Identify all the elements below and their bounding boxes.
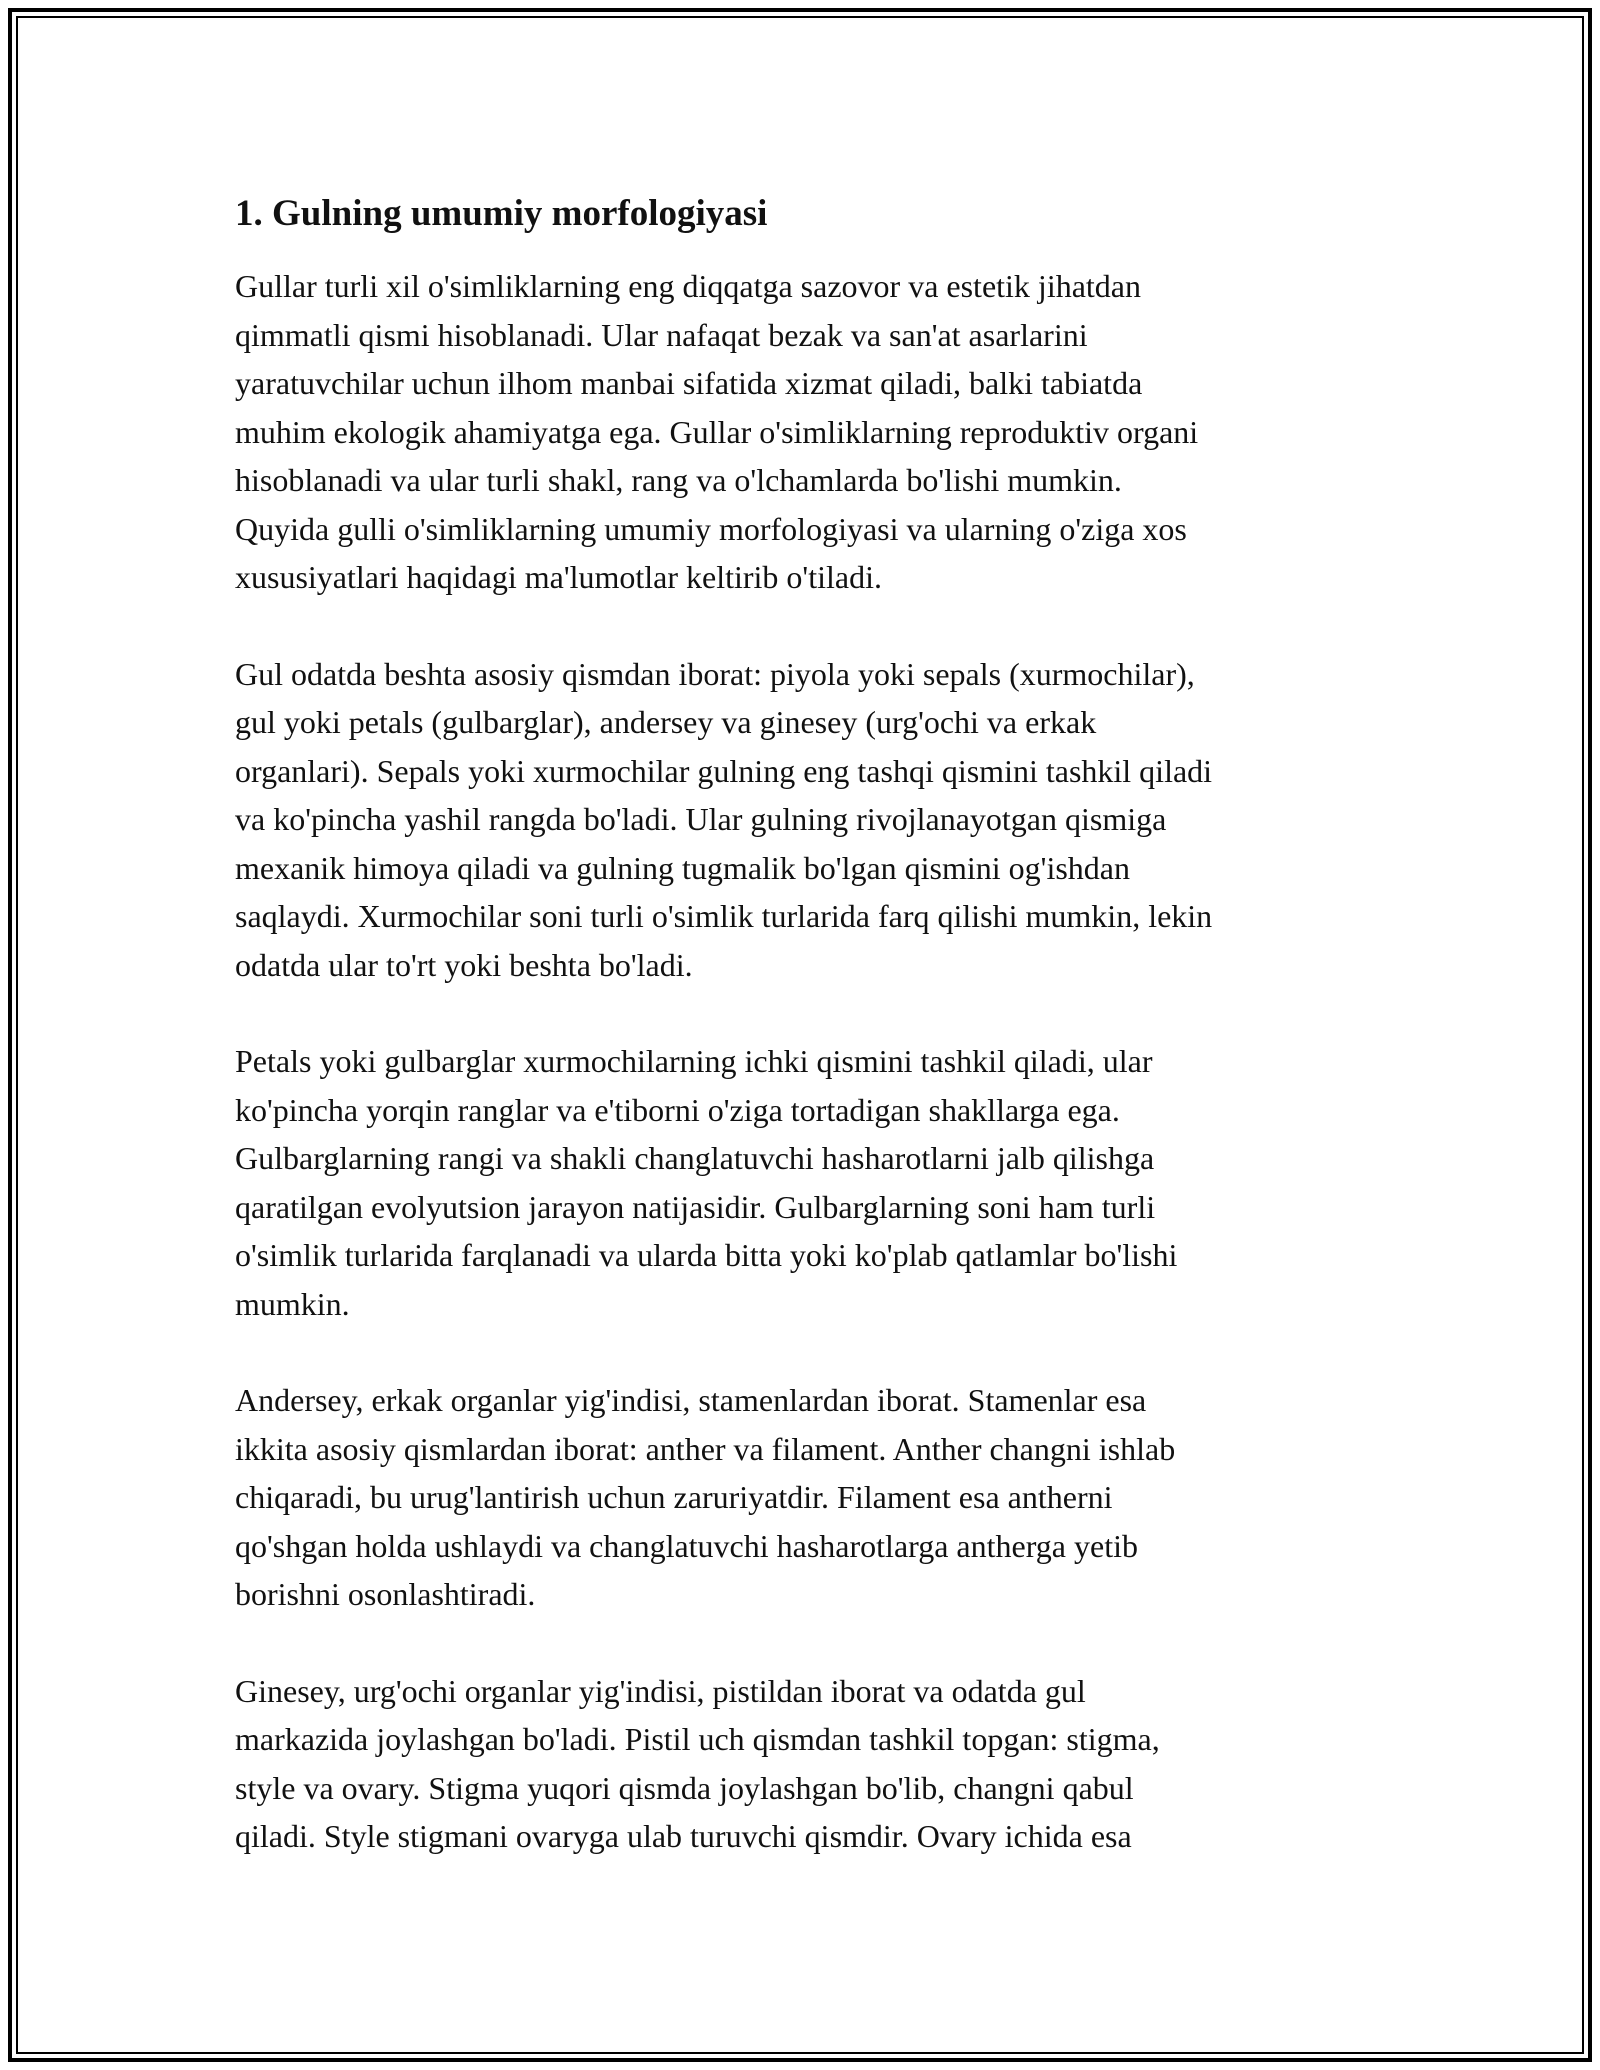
text-line: Ginesey, urg'ochi organlar yig'indisi, pistildan iborat va odatda gul <box>235 1672 1086 1709</box>
text-line: style va ovary. Stigma yuqori qismda joylashgan bo'lib, changni qabul <box>235 1769 1134 1806</box>
text-line: ikkita asosiy qismlardan iborat: anther va filament. Anther changni ishlab <box>235 1430 1176 1467</box>
text-line: Andersey, erkak organlar yig'indisi, stamenlardan iborat. Stamenlar esa <box>235 1382 1147 1418</box>
text-line: Gullar turli xil o'simliklarning eng diqqatga sazovor va estetik jihatdan <box>235 268 1141 304</box>
paragraph-sepals <box>235 650 1365 990</box>
text-line: qiladi. Style stigmani ovaryga ulab turuvchi qismdir. Ovary ichida esa <box>235 1818 1132 1854</box>
document-body <box>235 186 1365 1909</box>
text-line: organlari). Sepals yoki xurmochilar gulning eng tashqi qismini tashkil qiladi <box>235 752 1213 789</box>
text-line: mumkin. <box>235 1285 350 1322</box>
text-line: yaratuvchilar uchun ilhom manbai sifatida xizmat qiladi, balki tabiatda <box>235 365 1143 401</box>
text-line: muhim ekologik ahamiyatga ega. Gullar o'simliklarning reproduktiv organi <box>235 413 1199 450</box>
text-line: hisoblanadi va ular turli shakl, rang va o'lchamlarda bo'lishi mumkin. <box>235 462 1122 498</box>
text-line: markazida joylashgan bo'ladi. Pistil uch qismdan tashkil topgan: stigma, <box>235 1721 1160 1757</box>
paragraph-andersey <box>235 1376 1365 1619</box>
text-line: saqlaydi. Xurmochilar soni turli o'simlik turlarida farq qilishi mumkin, lekin <box>235 898 1213 934</box>
text-line: qimmatli qismi hisoblanadi. Ular nafaqat bezak va san'at asarlarini <box>235 316 1088 353</box>
text-line: borishni osonlashtiradi. <box>235 1576 536 1612</box>
paragraph-intro <box>235 262 1365 602</box>
text-line: Quyida gulli o'simliklarning umumiy morfologiyasi va ularning o'ziga xos <box>235 510 1187 547</box>
text-line: qo'shgan holda ushlaydi va changlatuvchi hasharotlarga antherga yetib <box>235 1527 1138 1564</box>
text-line: mexanik himoya qiladi va gulning tugmalik bo'lgan qismini og'ishdan <box>235 849 1130 886</box>
paragraph-ginesey <box>235 1667 1365 1861</box>
section-heading: 1. Gulning umumiy morfologiyasi <box>235 193 768 234</box>
paragraph-petals <box>235 1037 1365 1328</box>
text-line: Petals yoki gulbarglar xurmochilarning ichki qismini tashkil qiladi, ular <box>235 1043 1153 1079</box>
text-line: ko'pincha yorqin ranglar va e'tiborni o'ziga tortadigan shakllarga ega. <box>235 1091 1120 1128</box>
text-line: Gulbarglarning rangi va shakli changlatuvchi hasharotlarni jalb qilishga <box>235 1140 1155 1176</box>
text-line: Gul odatda beshta asosiy qismdan iborat: piyola yoki sepals (xurmochilar), <box>235 655 1195 692</box>
text-line: gul yoki petals (gulbarglar), andersey va ginesey (urg'ochi va erkak <box>235 704 1097 740</box>
text-line: va ko'pincha yashil rangda bo'ladi. Ular gulning rivojlanayotgan qismiga <box>235 801 1167 837</box>
text-line: qaratilgan evolyutsion jarayon natijasidir. Gulbarglarning soni ham turli <box>235 1188 1156 1225</box>
text-line: o'simlik turlarida farqlanadi va ularda bitta yoki ko'plab qatlamlar bo'lishi <box>235 1237 1178 1273</box>
text-line: odatda ular to'rt yoki beshta bo'ladi. <box>235 946 693 983</box>
text-line: xususiyatlari haqidagi ma'lumotlar keltirib o'tiladi. <box>235 559 882 595</box>
text-line: chiqaradi, bu urug'lantirish uchun zaruriyatdir. Filament esa antherni <box>235 1479 1113 1515</box>
